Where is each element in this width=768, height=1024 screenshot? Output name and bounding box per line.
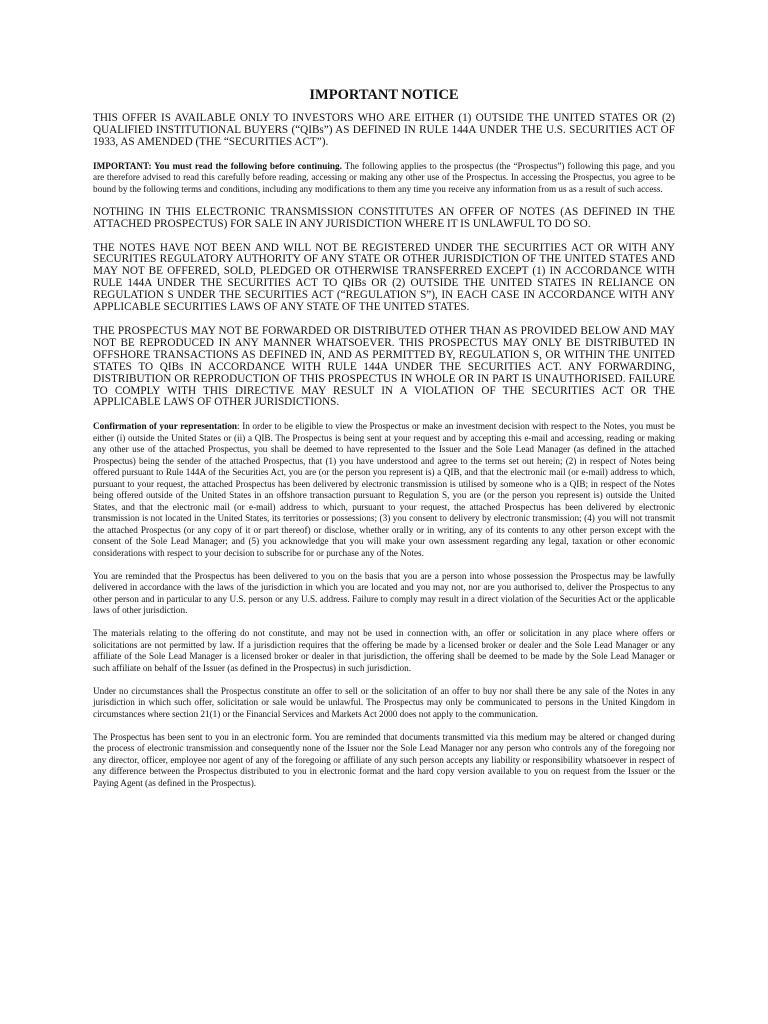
confirmation-lead: Confirmation of your representation <box>93 421 238 432</box>
confirmation-body: : In order to be eligible to view the Prospectus or make an investment decision with respect to the Notes, you must be either (i) outside the United States or (ii) a QIB. The Prospectus is being sent at your request and by accepting this e-mail and accessing, reading or making any other use of the attached Prospectus, you shall be deemed to have represented to the Issuer and the Sole Lead Manager (as defined in the attached Prospectus) being the sender of the attached Prospectus, that (1) you have understood and agree to the terms set out herein; (2) in respect of Notes being offered pursuant to Rule 144A of the Securities Act, you are (or the person you represent is) a QIB, and that the electronic mail (or e-mail) address to which, pursuant to your request, the attached Prospectus has been delivered by electronic transmission is utilised by someone who is a QIB; in respect of the Notes being offered outside of the United States in an offshore transaction pursuant to Regulation S, you are (or the person you represent is) outside the United States, and that the electronic mail (or e-mail) address to which, pursuant to your request, the attached Prospectus has been delivered by electronic transmission is not located in the United States, its territories or possessions; (3) you consent to delivery by electronic transmission; (4) you will not transmit the attached Prospectus (or any copy of it or part thereof) or disclose, whether orally or in writing, any of its contents to any other person except with the consent of the Sole Lead Manager; and (5) you acknowledge that you will make your own assessment regarding any legal, taxation or other economic considerations with respect to your decision to subscribe for or purchase any of the Notes. <box>93 421 675 558</box>
paragraph-distribution-restriction: THE PROSPECTUS MAY NOT BE FORWARDED OR DISTRIBUTED OTHER THAN AS PROVIDED BELOW AND MAY NOT BE REPRODUCED IN ANY MANNER WHATSOEVER. THIS PROSPECTUS MAY ONLY BE DISTRIBUTED IN OFFSHORE TRANSACTIONS AS DEFINED IN, AND AS PERMITTED BY, REGULATION S, OR WITHIN THE UNITED STATES TO QIBs IN ACCORDANCE WITH RULE 144A UNDER THE SECURITIES ACT. ANY FORWARDING, DISTRIBUTION OR REPRODUCTION OF THIS PROSPECTUS IN WHOLE OR IN PART IS UNAUTHORISED. FAILURE TO COMPLY WITH THIS DIRECTIVE MAY RESULT IN A VIOLATION OF THE SECURITIES ACT OR THE APPLICABLE LAWS OF OTHER JURISDICTIONS. <box>93 324 675 409</box>
important-lead: IMPORTANT: You must read the following before continuing. <box>93 160 342 171</box>
paragraph-not-registered: THE NOTES HAVE NOT BEEN AND WILL NOT BE REGISTERED UNDER THE SECURITIES ACT OR WITH ANY SECURITIES REGULATORY AUTHORITY OF ANY STATE OR OTHER JURISDICTION OF THE UNITED STATES AND MAY NOT BE OFFERED, SOLD, PLEDGED OR OTHERWISE TRANSFERRED EXCEPT (1) IN ACCORDANCE WITH RULE 144A UNDER THE SECURITIES ACT TO QIBs OR (2) OUTSIDE THE UNITED STATES IN RELIANCE ON REGULATION S UNDER THE SECURITIES ACT (“REGULATION S”), IN EACH CASE IN ACCORDANCE WITH ANY APPLICABLE SECURITIES LAWS OF ANY STATE OF THE UNITED STATES. <box>93 241 675 314</box>
paragraph-electronic-form: The Prospectus has been sent to you in an electronic form. You are reminded that documents transmitted via this medium may be altered or changed during the process of electronic transmission and consequently none of the Issuer nor the Sole Lead Manager nor any person who controls any of the foregoing nor any director, officer, employee nor agent of any of the foregoing or affiliate of any such person accepts any liability or responsibility whatsoever in respect of any difference between the Prospectus distributed to you in electronic format and the hard copy version available to you on request from the Issuer or the Paying Agent (as defined in the Prospectus). <box>93 731 675 788</box>
paragraph-no-offer: NOTHING IN THIS ELECTRONIC TRANSMISSION CONSTITUTES AN OFFER OF NOTES (AS DEFINED IN THE ATTACHED PROSPECTUS) FOR SALE IN ANY JURISDICTION WHERE IT IS UNLAWFUL TO DO SO. <box>93 205 675 230</box>
paragraph-confirmation <box>93 421 675 559</box>
important-body: The following applies to the prospectus (the “Prospectus”) following this page, and you are therefore advised to read this carefully before reading, accessing or making any other use of the Prospectus. In accessing the Prospectus, you agree to be bound by the following terms and conditions, including any modifications to them any time you receive any information from us as a result of such access. <box>93 160 675 194</box>
page-title: IMPORTANT NOTICE <box>309 87 459 103</box>
document-page <box>93 86 675 801</box>
paragraph-reminder: You are reminded that the Prospectus has been delivered to you on the basis that you are a person into whose possession the Prospectus may be lawfully delivered in accordance with the laws of the jurisdiction in which you are located and you may not, nor are you authorised to, deliver the Prospectus to any other person and in particular to any U.S. person or any U.S. address. Failure to comply may result in a direct violation of the Securities Act or the applicable laws of other jurisdiction. <box>93 570 675 616</box>
paragraph-no-circumstances: Under no circumstances shall the Prospectus constitute an offer to sell or the solicitation of an offer to buy nor shall there be any sale of the Notes in any jurisdiction in which such offer, solicitation or sale would be unlawful. The Prospectus may only be communicated to persons in the United Kingdom in circumstances where section 21(1) or the Financial Services and Markets Act 2000 does not apply to the communication. <box>93 685 675 719</box>
paragraph-materials: The materials relating to the offering do not constitute, and may not be used in connection with, an offer or solicitation in any place where offers or solicitations are not permitted by law. If a jurisdiction requires that the offering be made by a licensed broker or dealer and the Sole Lead Manager or any affiliate of the Sole Lead Manager is a licensed broker or dealer in that jurisdiction, the offering shall be deemed to be made by the Sole Lead Manager or such affiliate on behalf of the Issuer (as defined in the Prospectus) in such jurisdiction. <box>93 628 675 673</box>
paragraph-offer-availability: THIS OFFER IS AVAILABLE ONLY TO INVESTORS WHO ARE EITHER (1) OUTSIDE THE UNITED STATES OR (2) QUALIFIED INSTITUTIONAL BUYERS (“QIBs”) AS DEFINED IN RULE 144A UNDER THE U.S. SECURITIES ACT OF 1933, AS AMENDED (THE “SECURITIES ACT”). <box>93 112 675 148</box>
paragraph-important <box>93 161 675 196</box>
